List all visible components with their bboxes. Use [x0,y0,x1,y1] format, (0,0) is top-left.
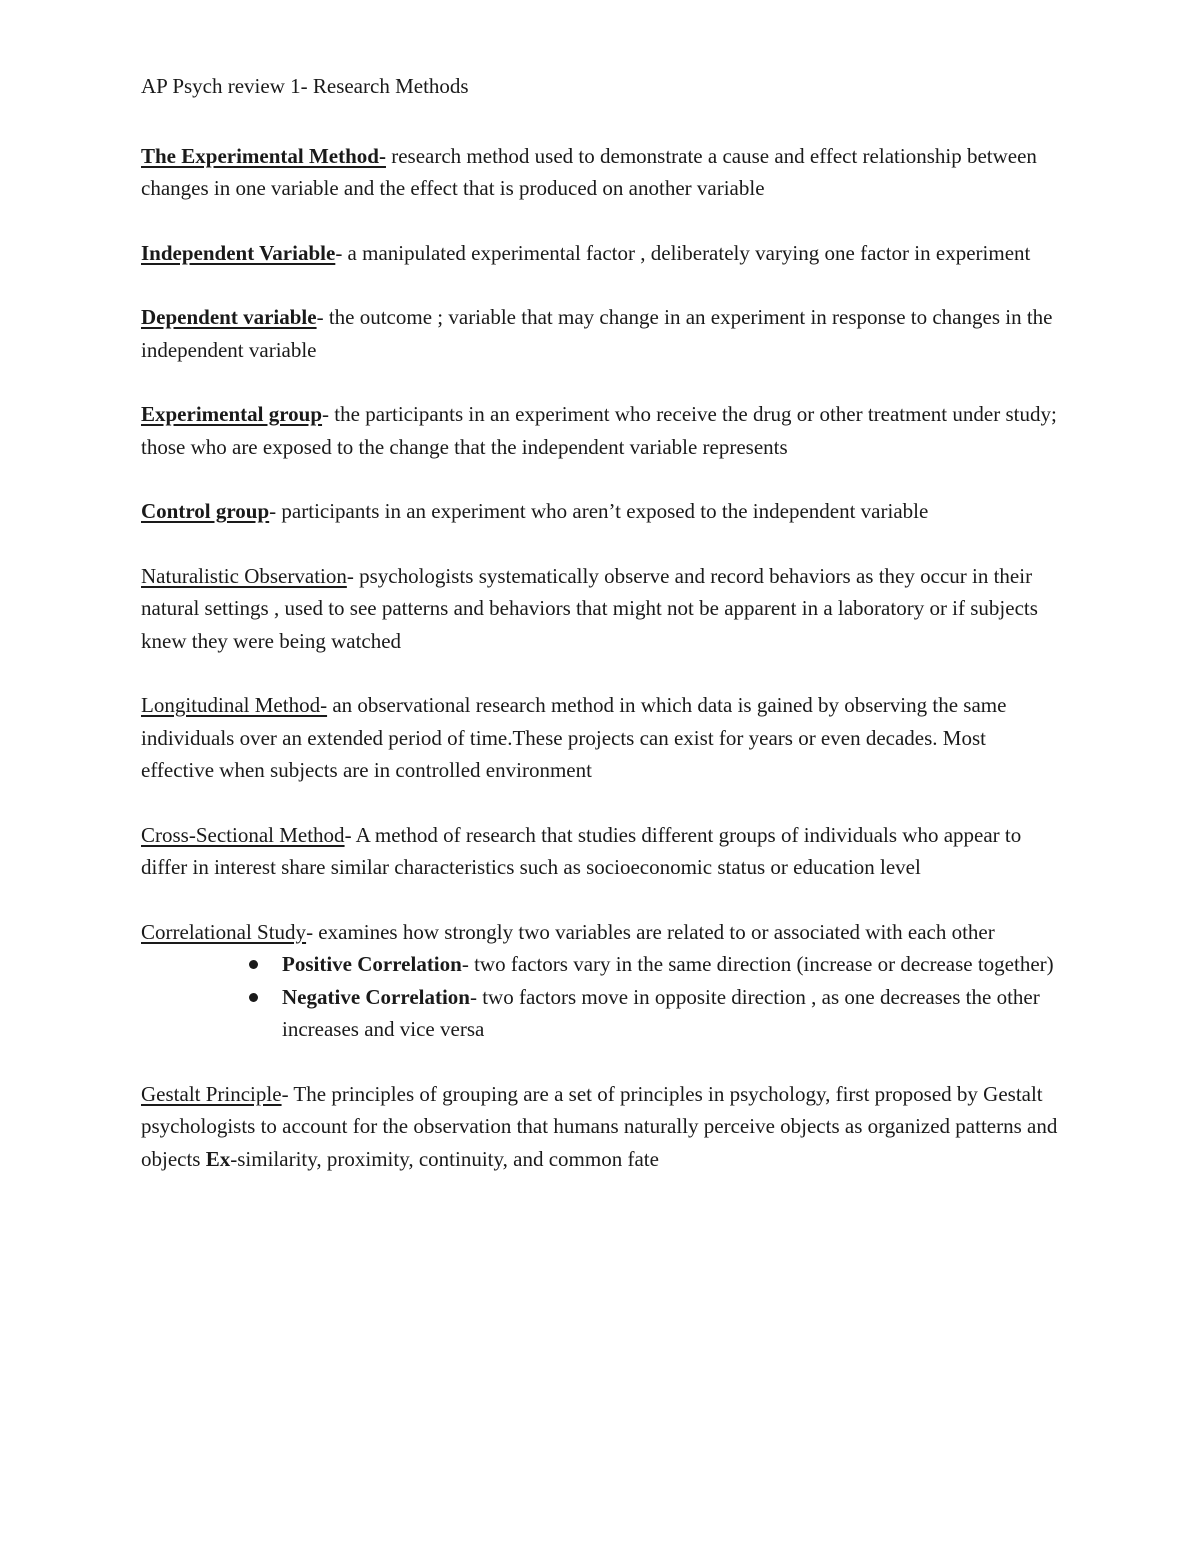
entry-gestalt-principle [141,1078,1061,1176]
bullet-positive-correlation [282,948,1061,981]
definition-gestalt-principle: - The principles of grouping are a set of principles in psychology, first proposed by Gestalt psychologists to account for the observation that humans naturally perceive objects as organized patterns and objects [141,1081,1058,1171]
term-experimental-method: The Experimental Method- [141,143,386,168]
definition-cross-sectional-method: - A method of research that studies different groups of individuals who appear to differ in interest share similar characteristics such as socioeconomic status or education level [141,822,1022,879]
term-negative-correlation: Negative Correlation [282,984,470,1009]
bullet-negative-correlation [282,981,1061,1046]
definition-naturalistic-observation: - psychologists systematically observe and record behaviors as they occur in their natural settings , used to see patterns and behaviors that might not be apparent in a laboratory or if subjects knew they were being watched [141,563,1038,653]
entry-experimental-group [141,398,1061,463]
term-control-group: Control group [141,499,270,523]
definition-longitudinal-method: an observational research method in which data is gained by observing the same individuals over an extended period of time.These projects can exist for years or even decades. Most effective when subjects are in controlled environment [141,693,1007,782]
document-page [141,70,1061,1207]
definition-negative-correlation: - two factors move in opposite direction , as one decreases the other increases and vice versa [282,984,1040,1041]
definition-experimental-group: - the participants in an experiment who receive the drug or other treatment under study; those who are exposed to the change that the independent variable represents [141,402,1057,459]
definition-positive-correlation: - two factors vary in the same direction (increase or decrease together) [461,952,1054,976]
entry-dependent-variable [141,301,1061,366]
bullet-dot-icon [249,993,258,1002]
term-correlational-study: Correlational Study [141,919,307,944]
term-gestalt-principle: Gestalt Principle [141,1081,282,1106]
entry-correlational-study [141,916,1061,949]
term-positive-correlation: Positive Correlation [282,952,462,976]
example-label: Ex [205,1146,231,1171]
entry-longitudinal-method [141,689,1061,787]
bullet-dot-icon [249,960,258,969]
term-dependent-variable: Dependent variable [141,305,317,329]
definition-independent-variable: - a manipulated experimental factor , deliberately varying one factor in experiment [335,240,1031,265]
term-naturalistic-observation: Naturalistic Observation [141,563,347,588]
entry-cross-sectional-method [141,819,1061,884]
definition-control-group: - participants in an experiment who aren’t exposed to the independent variable [269,499,929,523]
definition-experimental-method: research method used to demonstrate a cause and effect relationship between changes in one variable and the effect that is produced on another variable [141,143,1037,200]
definition-correlational-study: - examines how strongly two variables are related to or associated with each other [306,919,995,944]
term-experimental-group: Experimental group [141,402,323,426]
example-text: -similarity, proximity, continuity, and common fate [230,1146,659,1171]
correlation-bullet-list [141,948,1061,1046]
term-cross-sectional-method: Cross-Sectional Method [141,822,345,847]
term-longitudinal-method: Longitudinal Method- [141,693,328,717]
entry-naturalistic-observation [141,560,1061,658]
document-title: AP Psych review 1- Research Methods [141,74,469,98]
term-independent-variable: Independent Variable [141,240,336,265]
entry-experimental-method [141,140,1061,205]
definition-dependent-variable: - the outcome ; variable that may change in an experiment in response to changes in the independent variable [141,305,1053,362]
entry-control-group [141,495,1061,528]
entry-independent-variable [141,237,1061,270]
